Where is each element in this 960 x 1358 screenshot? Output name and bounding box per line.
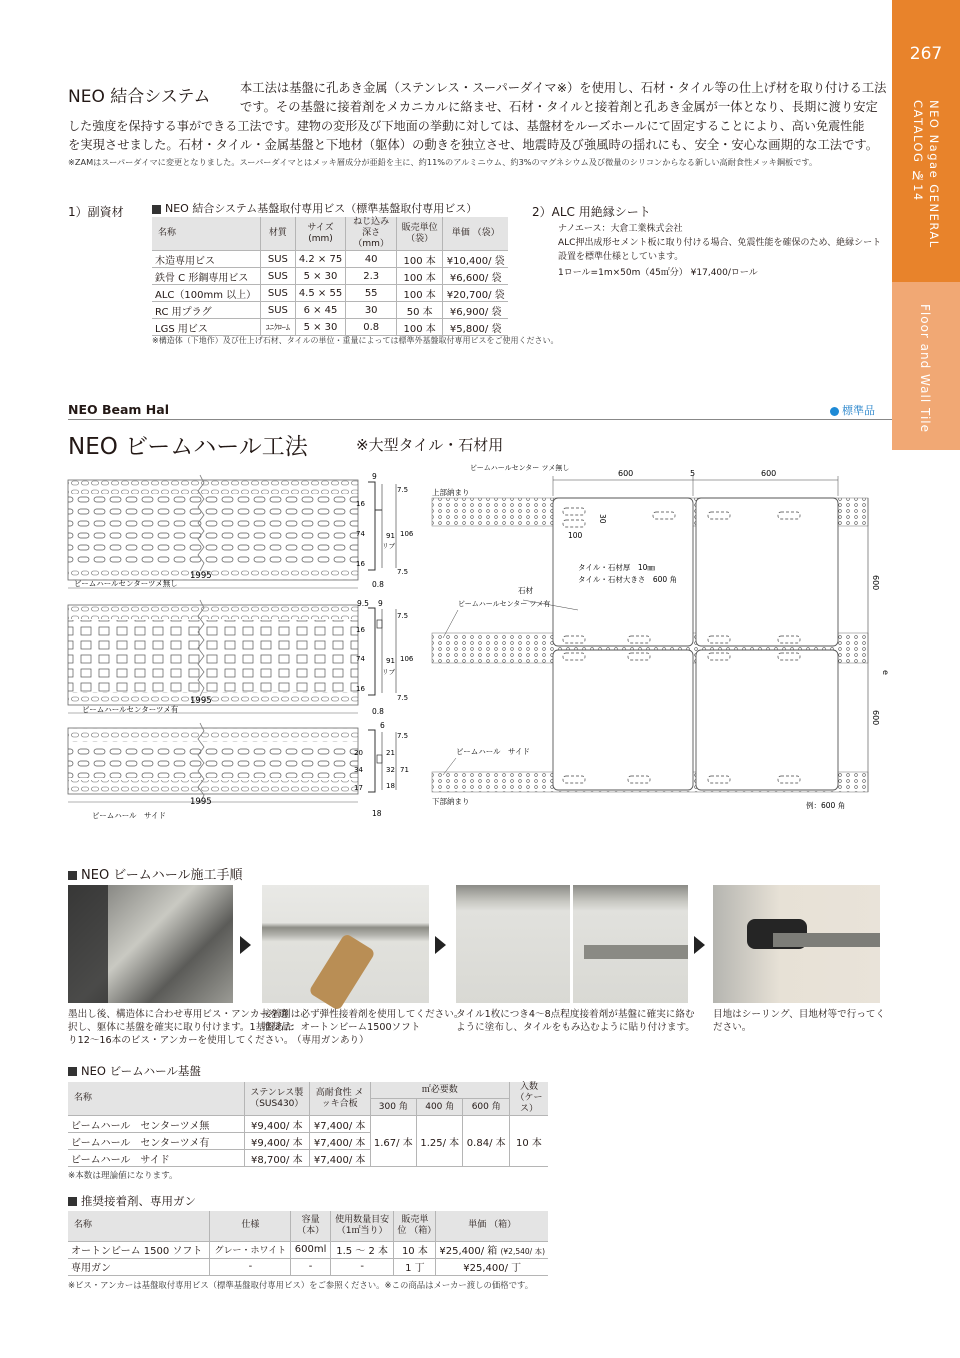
dim: 71	[400, 766, 409, 774]
adhesive-table-note: ※ビス・アンカーは基盤取付専用ビス（標準基盤取付専用ビス）をご参照ください。※この商品はメーカー渡しの価格です。	[68, 1280, 534, 1290]
standard-badge	[830, 402, 875, 418]
tile-layout-drawing	[428, 460, 888, 820]
caption-line: り12～16本のビス・アンカーを使用してください。	[68, 1035, 294, 1046]
caption-line: 目地はシーリング、目地材等で行ってく	[713, 1009, 886, 1020]
dim: 18	[372, 809, 382, 818]
stone-label: 石材	[518, 586, 533, 595]
dim: 91	[386, 657, 395, 665]
screw-table-title: NEO 結合システム基盤取付専用ビス（標準基盤取付専用ビス）	[152, 200, 477, 216]
cell: ﾕﾆｸﾛｰﾑ	[261, 319, 295, 336]
procedure-heading: NEO ビームハール施工手順	[68, 864, 243, 883]
cell: 100 本	[396, 285, 442, 302]
cell: 30	[346, 302, 397, 319]
col-depth: ねじ込み 深さ（mm）	[346, 217, 397, 251]
standard-badge-label: 標準品	[842, 404, 875, 417]
dim: 32	[386, 766, 395, 774]
table-row	[68, 1258, 548, 1275]
dim: 20	[354, 749, 363, 757]
table-row	[152, 319, 508, 336]
cell: ¥9,400/ 本	[244, 1133, 309, 1150]
col-qty: 入数 （ケース）	[509, 1082, 548, 1116]
cell: 専用ガン	[68, 1258, 210, 1275]
beam-hal-subtitle: ※大型タイル・石材用	[356, 436, 504, 454]
dim-gap: 5	[690, 469, 696, 478]
dim: リブ	[382, 542, 395, 550]
cell: 5 × 30	[295, 268, 346, 285]
procedure-caption-3	[456, 1008, 695, 1034]
cell: ¥7,400/ 本	[309, 1116, 370, 1133]
col-material: 材質	[261, 217, 295, 251]
cell: ¥9,400/ 本	[244, 1116, 309, 1133]
cell: 鉄骨 C 形鋼専用ビス	[152, 268, 261, 285]
section-name: Floor and Wall Tile	[918, 304, 932, 434]
alc-sheet-line-1: ナノエース：大倉工業株式会社	[558, 224, 683, 234]
cell: ALC（100mm 以上）	[152, 285, 261, 302]
tile	[553, 650, 693, 790]
dim: 6	[380, 721, 385, 730]
procedure-photo-4	[713, 885, 880, 1003]
tile-spec-2: タイル・石材大きさ 600 角	[578, 575, 678, 584]
cell: 4.2 × 75	[295, 251, 346, 268]
dim: 16	[356, 560, 365, 568]
table-row	[152, 268, 508, 285]
table-row	[68, 1116, 548, 1133]
cell: 1 丁	[394, 1258, 436, 1275]
col-volume: 容量 （本）	[291, 1211, 331, 1241]
procedure-photo-1	[68, 885, 233, 1003]
arrow-right-icon	[240, 936, 251, 954]
arrow-right-icon	[694, 936, 705, 954]
cell: -	[291, 1258, 331, 1275]
profile-b-section	[368, 608, 396, 695]
dim: 7.5	[397, 732, 409, 740]
cell: -	[330, 1258, 394, 1275]
dim: 7.5	[397, 694, 409, 702]
col-name: 名称	[68, 1082, 244, 1116]
col-price: 単価 （箱）	[436, 1211, 548, 1241]
length-a: 1995	[190, 571, 212, 581]
dim-e-mark: e	[881, 670, 890, 675]
cell: 1.67/ 本	[370, 1116, 416, 1167]
dim: 7.5	[397, 486, 409, 494]
cell: 木造専用ビス	[152, 251, 261, 268]
base-table	[68, 1082, 548, 1167]
cell: ビームハール センターツメ有	[68, 1133, 244, 1150]
caption-line: （専用ガンあり）	[292, 1035, 369, 1046]
intro-line-1: 本工法は基盤に孔あき金属（ステンレス・スーパーダイマ※）を使用し、石材・タイル等の仕上げ材を取り付ける工法	[240, 81, 887, 95]
cell: グレー・ホワイト	[210, 1241, 291, 1258]
center-label: ビームハールセンター ツメ有	[458, 600, 551, 608]
dim: 9	[372, 472, 377, 481]
alc-sheet-line-3: 設置を標準仕様としています。	[558, 252, 684, 262]
caption-line: 接着剤は必ず弾性接着剤を使用してください。	[262, 1009, 464, 1020]
caption-line: ように塗布し、タイルをもみ込むように貼り付けます。	[456, 1022, 695, 1033]
col-600: 600 角	[463, 1099, 509, 1116]
cell: SUS	[261, 285, 295, 302]
col-300: 300 角	[370, 1099, 416, 1116]
procedure-caption-4	[713, 1008, 885, 1034]
col-price: 単価 （袋）	[443, 217, 508, 251]
alc-sheet-heading: 2）ALC 用絶縁シート	[532, 205, 651, 219]
dim: リブ	[382, 668, 395, 676]
cell: -	[210, 1258, 291, 1275]
dim: 106	[400, 655, 414, 663]
col-plate: 高耐食性 メッキ合板	[309, 1082, 370, 1116]
catalog-side-tab	[892, 0, 960, 282]
cell: ¥7,400/ 本	[309, 1150, 370, 1167]
upper-end-label: 上部納まり	[432, 488, 470, 497]
intro-title: NEO 結合システム	[68, 87, 211, 107]
cell: ¥5,800/ 袋	[443, 319, 508, 336]
profile-a-plan	[68, 475, 358, 588]
table-row	[152, 285, 508, 302]
dim: 9.5	[357, 599, 369, 608]
cell: ¥25,400/ 丁	[436, 1258, 548, 1275]
table-row	[152, 302, 508, 319]
standard-dot-icon	[830, 407, 839, 416]
intro-note: ※ZAMはスーパーダイマに変更となりました。スーパーダイマとはメッキ層成分が亜鉛を主に、約11%のアルミニウム、約3%のマグネシウム及び微量のシリコンからなる新しい高耐食性メッキ鋼板です。	[68, 157, 818, 167]
col-size: サイズ (mm)	[295, 217, 346, 251]
procedure-caption-2	[262, 1008, 463, 1047]
page-number: 267	[909, 44, 943, 64]
col-unit: 販売単位 （箱）	[394, 1211, 436, 1241]
procedure-photo-3	[456, 885, 688, 1003]
example-label: 例：600 角	[806, 801, 846, 810]
screw-table-note: ※構造体（下地作）及び仕上げ石材、タイルの単位・重量によっては標準外基盤取付専用ビスをご使用ください。	[152, 336, 559, 345]
dim: 7.5	[397, 612, 409, 620]
price: ¥25,400/ 箱	[439, 1246, 498, 1257]
caption-line: ださい。	[713, 1022, 752, 1033]
cell: 55	[346, 285, 397, 302]
profile-b-label: ビームハールセンターツメ有	[82, 705, 179, 714]
cell	[436, 1241, 548, 1258]
cell: 6 × 45	[295, 302, 346, 319]
profile-a-section	[368, 482, 396, 570]
cell: 5 × 30	[295, 319, 346, 336]
cell: 1.25/ 本	[417, 1116, 463, 1167]
section-divider	[68, 419, 892, 420]
alc-sheet-line-2: ALC押出成形セメント板に取り付ける場合、免震性能を確保のため、絶縁シート	[558, 238, 882, 248]
cell: RC 用プラグ	[152, 302, 261, 319]
cell: ¥8,700/ 本	[244, 1150, 309, 1167]
lower-end-label: 下部納まり	[432, 797, 470, 806]
dim: 106	[400, 530, 414, 538]
intro-line-2: です。その基盤に接着剤をメカニカルに絡ませ、石材・タイルと接着剤と孔あき金属が一体となり、長期に渡り安定	[240, 100, 878, 114]
cell: オートンビーム 1500 ソフト	[68, 1241, 210, 1258]
cell: ¥20,700/ 袋	[443, 285, 508, 302]
section-side-tab[interactable]	[892, 282, 960, 450]
dim-width-1: 600	[618, 469, 634, 478]
col-unit: 販売単位 （袋）	[396, 217, 442, 251]
length-b: 1995	[190, 696, 212, 706]
price-per-unit: (¥2,540/ 本)	[500, 1247, 545, 1256]
dim-100: 100	[568, 531, 583, 540]
intro-line-3: した強度を保持する事ができる工法です。建物の変形及び下地面の挙動に対しては、基盤材をルーズホールにて固定することにより、高い免震性能	[68, 119, 865, 133]
cell: 4.5 × 55	[295, 285, 346, 302]
cell: ¥7,400/ 本	[309, 1133, 370, 1150]
screw-table	[152, 217, 508, 336]
base-table-heading: NEO ビームハール基盤	[68, 1063, 201, 1079]
dim-width-2: 600	[761, 469, 777, 478]
cell: 100 本	[396, 319, 442, 336]
dim: 74	[356, 530, 365, 538]
cell: 100 本	[396, 251, 442, 268]
caption-line: 推奨品：オートンビーム1500ソフト	[262, 1022, 421, 1033]
table-row	[68, 1241, 548, 1258]
cell: SUS	[261, 302, 295, 319]
cell: 1.5 ～ 2 本	[330, 1241, 394, 1258]
procedure-photo-2	[262, 885, 429, 1003]
alc-sheet-price: 1ロール=1m×50m（45㎡分） ¥17,400/ロール	[558, 268, 758, 278]
tile-spec-1: タイル・石材厚 10㎜	[578, 563, 655, 572]
cell: 10 本	[509, 1116, 548, 1167]
cell: SUS	[261, 251, 295, 268]
col-sus: ステンレス製 （SUS430）	[244, 1082, 309, 1116]
intro-line-4: を実現させました。石材・タイル・金属基盤と下地材（躯体）の動きを独立させ、地震時及び強風時の揺れにも、安全・安心な画期的な工法です。	[68, 138, 878, 152]
cell: 10 本	[394, 1241, 436, 1258]
col-name: 名称	[152, 217, 261, 251]
col-spec: 仕様	[210, 1211, 291, 1241]
beam-hal-section-label: NEO Beam Hal	[68, 402, 169, 417]
cell: 100 本	[396, 268, 442, 285]
dim-height-2: 600	[871, 710, 880, 726]
caption-line: 択し、躯体に基盤を確実に取り付けます。1基盤あた	[68, 1022, 294, 1033]
dim: 16	[356, 500, 365, 508]
cell: LGS 用ビス	[152, 319, 261, 336]
sub-materials-heading: 1）副資材	[68, 205, 124, 219]
cell: 2.3	[346, 268, 397, 285]
tile	[696, 498, 838, 646]
dim-height-1: 600	[871, 575, 880, 591]
dim: 0.8	[372, 580, 384, 589]
profile-c-plan	[68, 723, 358, 803]
cell: 0.8	[346, 319, 397, 336]
col-required: ㎡必要数	[370, 1082, 509, 1099]
arrow-right-icon	[435, 936, 446, 954]
dim-30: 30	[598, 514, 607, 524]
cell: ビームハール サイド	[68, 1150, 244, 1167]
col-name: 名称	[68, 1211, 210, 1241]
cell: 40	[346, 251, 397, 268]
caption-line: タイル1枚につき4～8点程度接着剤が基盤に確実に絡む	[456, 1009, 695, 1020]
cell: ¥6,900/ 袋	[443, 302, 508, 319]
top-label: ビームハールセンター ツメ無し	[470, 464, 570, 472]
dim: 9	[378, 599, 383, 608]
dim: 34	[354, 766, 363, 774]
beam-hal-title: NEO ビームハール工法	[68, 434, 308, 460]
profile-c-label: ビームハール サイド	[92, 811, 167, 820]
dim: 91	[386, 532, 395, 540]
procedure-caption-1	[68, 1008, 294, 1047]
cell: 600ml	[291, 1241, 331, 1258]
cell: ¥10,400/ 袋	[443, 251, 508, 268]
profile-b-plan	[68, 600, 358, 713]
dim: 16	[356, 626, 365, 634]
side-label: ビームハール サイド	[456, 747, 531, 756]
adhesive-table-heading: 推奨接着剤、専用ガン	[68, 1193, 196, 1209]
profile-a-label: ビームハールセンターツメ無し	[74, 579, 178, 588]
tile	[696, 650, 838, 790]
table-row	[152, 251, 508, 268]
catalog-name: NEO Nagae GENERAL CATALOG №14	[911, 100, 941, 249]
caption-line: 墨出し後、構造体に合わせ専用ビス・アンカーを選	[68, 1009, 289, 1020]
base-table-note: ※本数は理論値になります。	[68, 1171, 178, 1181]
cell: SUS	[261, 268, 295, 285]
length-c: 1995	[190, 797, 212, 807]
cell: 0.84/ 本	[463, 1116, 509, 1167]
col-usage: 使用数量目安 （1㎡当り）	[330, 1211, 394, 1241]
cell: ビームハール センターツメ無	[68, 1116, 244, 1133]
dim: 17	[354, 784, 363, 792]
cell: 50 本	[396, 302, 442, 319]
dim: 18	[386, 782, 395, 790]
cell: ¥6,600/ 袋	[443, 268, 508, 285]
col-400: 400 角	[417, 1099, 463, 1116]
beam-hal-profile-drawings	[60, 470, 420, 825]
dim: 7.5	[397, 568, 409, 576]
dim: 74	[356, 655, 365, 663]
dim: 0.8	[372, 707, 384, 716]
dim: 21	[386, 749, 395, 757]
dim: 16	[356, 685, 365, 693]
adhesive-table	[68, 1211, 548, 1276]
